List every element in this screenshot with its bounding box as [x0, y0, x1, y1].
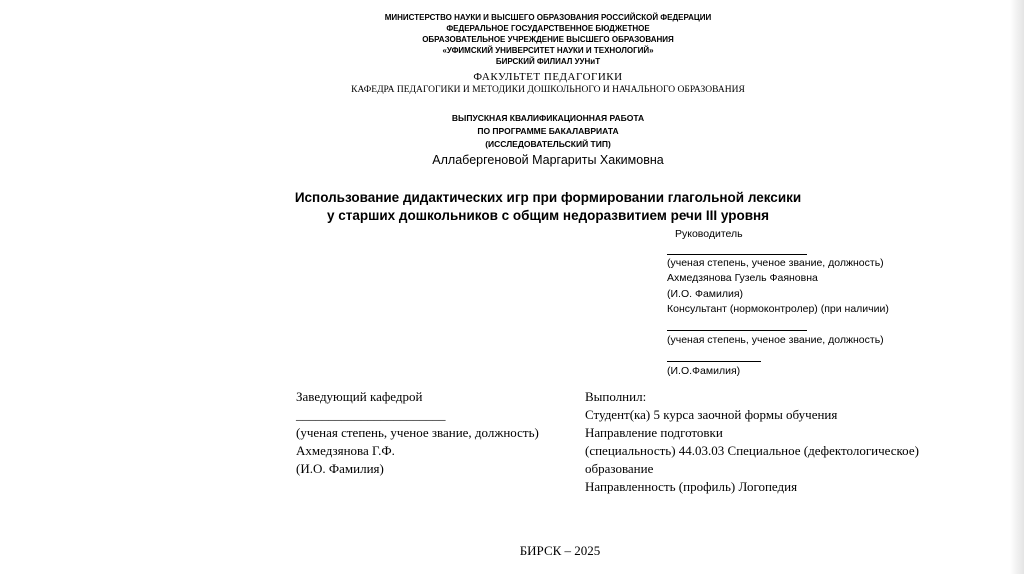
header-line-ministry: МИНИСТЕРСТВО НАУКИ И ВЫСШЕГО ОБРАЗОВАНИЯ РОССИЙСКОЙ ФЕДЕРАЦИИ [384, 13, 712, 22]
supervisor-label: Руководитель [675, 228, 743, 240]
supervisor-degree-hint: (ученая степень, ученое звание, должность) [667, 257, 884, 269]
head-of-department-name-hint: (И.О. Фамилия) [296, 461, 384, 476]
head-of-department-name: Ахмедзянова Г.Ф. [296, 443, 395, 458]
work-type-line-2: ПО ПРОГРАММЕ БАКАЛАВРИАТА [477, 126, 619, 136]
supervisor-name: Ахмедзянова Гузель Фаяновна [667, 272, 818, 284]
thesis-title-line-1: Использование дидактических игр при формировании глагольной лексики [294, 190, 802, 205]
student-course: Студент(ка) 5 курса заочной формы обучения [585, 407, 838, 422]
supervisor-signature-line [667, 254, 807, 255]
city-year: БИРСК – 2025 [519, 543, 601, 558]
header-line-university: «УФИМСКИЙ УНИВЕРСИТЕТ НАУКИ И ТЕХНОЛОГИЙ» [442, 46, 654, 55]
performed-by-block [585, 388, 919, 496]
thesis-title-line-2: у старших дошкольников с общим недоразвитием речи III уровня [326, 208, 770, 223]
specialty-continued: образование [585, 461, 654, 476]
head-of-department-degree-hint: (ученая степень, ученое звание, должность) [296, 425, 539, 440]
header-line-institution: ОБРАЗОВАТЕЛЬНОЕ УЧРЕЖДЕНИЕ ВЫСШЕГО ОБРАЗОВАНИЯ [422, 35, 674, 44]
department-name: КАФЕДРА ПЕДАГОГИКИ И МЕТОДИКИ ДОШКОЛЬНОГО И НАЧАЛЬНОГО ОБРАЗОВАНИЯ [351, 85, 745, 95]
consultant-degree-hint: (ученая степень, ученое звание, должность) [667, 334, 884, 346]
head-of-department-underline: _______________________ [296, 407, 446, 422]
work-type-line-3: (ИССЛЕДОВАТЕЛЬСКИЙ ТИП) [485, 139, 611, 149]
work-type-line-1: ВЫПУСКНАЯ КВАЛИФИКАЦИОННАЯ РАБОТА [451, 113, 645, 123]
header-line-branch: БИРСКИЙ ФИЛИАЛ УУНиТ [495, 57, 601, 66]
supervisor-name-hint: (И.О. Фамилия) [667, 288, 744, 300]
profile: Направленность (профиль) Логопедия [585, 479, 798, 494]
consultant-name-hint: (И.О.Фамилия) [667, 365, 741, 377]
consultant-signature-line [667, 330, 807, 331]
consultant-name-line [667, 361, 761, 362]
author-name: Аллабергеновой Маргариты Хакимовна [432, 153, 664, 167]
head-of-department-label: Заведующий кафедрой [296, 389, 423, 404]
page-edge-shadow [1010, 0, 1024, 574]
header-line-federal: ФЕДЕРАЛЬНОЕ ГОСУДАРСТВЕННОЕ БЮДЖЕТНОЕ [446, 24, 650, 33]
consultant-label: Консультант (нормоконтролер) (при наличии) [667, 303, 889, 315]
faculty-name: ФАКУЛЬТЕТ ПЕДАГОГИКИ [473, 71, 623, 83]
performed-by-label: Выполнил: [585, 389, 647, 404]
direction-label: Направление подготовки [585, 425, 723, 440]
head-of-department-block [296, 388, 539, 478]
specialty: (специальность) 44.03.03 Специальное (дефектологическое) [585, 443, 919, 458]
